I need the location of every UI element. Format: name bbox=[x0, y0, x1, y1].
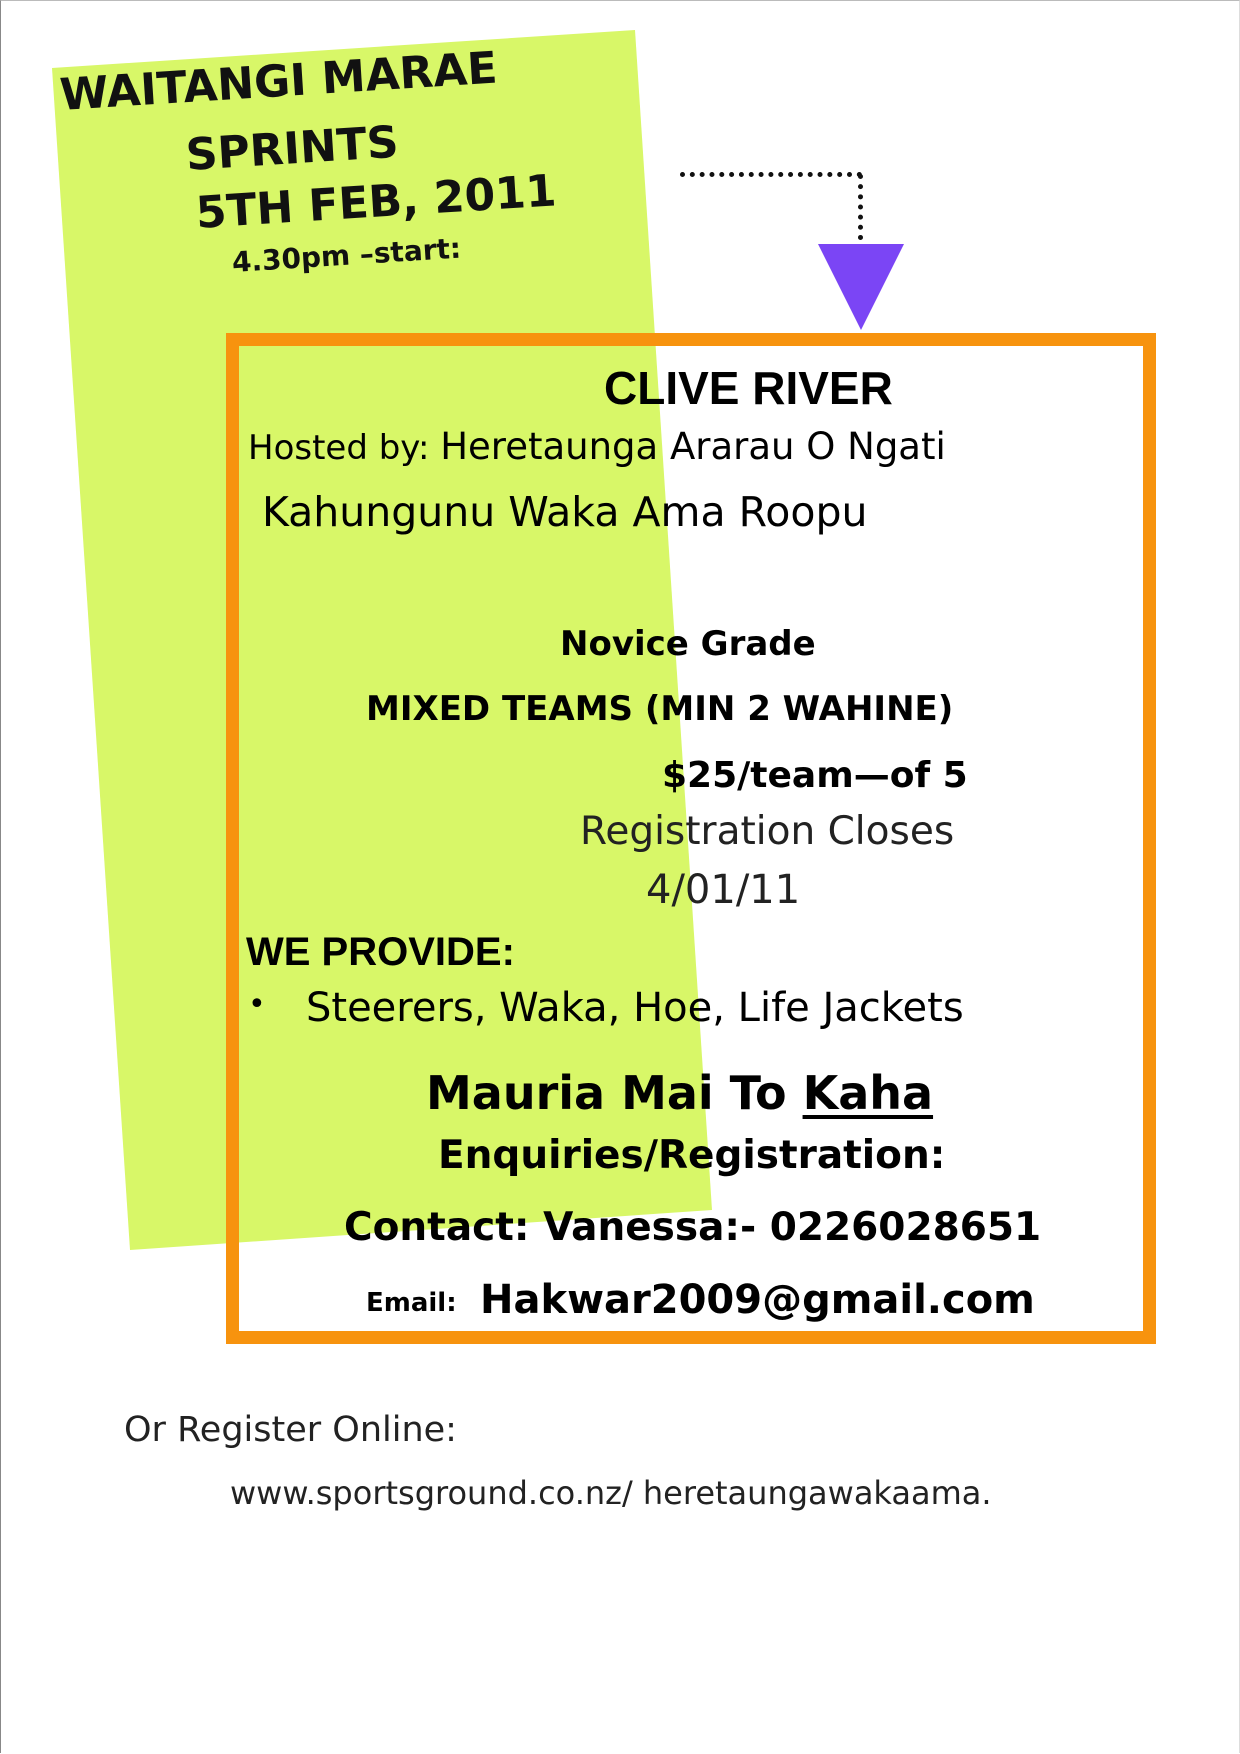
fee-label: $25/team—of 5 bbox=[662, 755, 968, 796]
host-line-1 bbox=[248, 425, 946, 468]
register-online-url: www.sportsground.co.nz/ heretaungawakaama. bbox=[230, 1474, 992, 1512]
venue-title: CLIVE RIVER bbox=[604, 362, 893, 414]
motto-part-1: Mauria Mai To bbox=[426, 1066, 803, 1120]
register-online-label: Or Register Online: bbox=[124, 1410, 457, 1450]
bullet-icon: • bbox=[248, 987, 266, 1022]
email-label: Email: bbox=[366, 1288, 457, 1318]
contact-phone: Contact: Vanessa:- 0226028651 bbox=[344, 1205, 1042, 1250]
motto bbox=[426, 1066, 934, 1120]
headline-subtitle: SPRINTS bbox=[184, 116, 400, 181]
email-address: Hakwar2009@gmail.com bbox=[480, 1277, 1035, 1323]
we-provide-heading: WE PROVIDE: bbox=[246, 930, 515, 974]
provide-list-item: Steerers, Waka, Hoe, Life Jackets bbox=[306, 985, 964, 1031]
motto-part-2-underlined: Kaha bbox=[802, 1066, 934, 1120]
host-line-2: Kahungunu Waka Ama Roopu bbox=[262, 488, 868, 536]
host-name-part1: Heretaunga Ararau O Ngati bbox=[440, 425, 946, 468]
headline-start-time: 4.30pm –start: bbox=[230, 231, 462, 279]
registration-closes-date: 4/01/11 bbox=[646, 867, 801, 913]
grade-label: Novice Grade bbox=[560, 624, 816, 664]
enquiries-label: Enquiries/Registration: bbox=[438, 1133, 946, 1178]
registration-closes-label: Registration Closes bbox=[580, 809, 955, 854]
headline-date: 5TH FEB, 2011 bbox=[194, 165, 558, 239]
headline-title: WAITANGI MARAE bbox=[58, 42, 499, 121]
teams-label: MIXED TEAMS (MIN 2 WAHINE) bbox=[366, 689, 954, 729]
hosted-by-label: Hosted by: bbox=[248, 428, 441, 468]
down-arrow-icon bbox=[0, 0, 1240, 340]
